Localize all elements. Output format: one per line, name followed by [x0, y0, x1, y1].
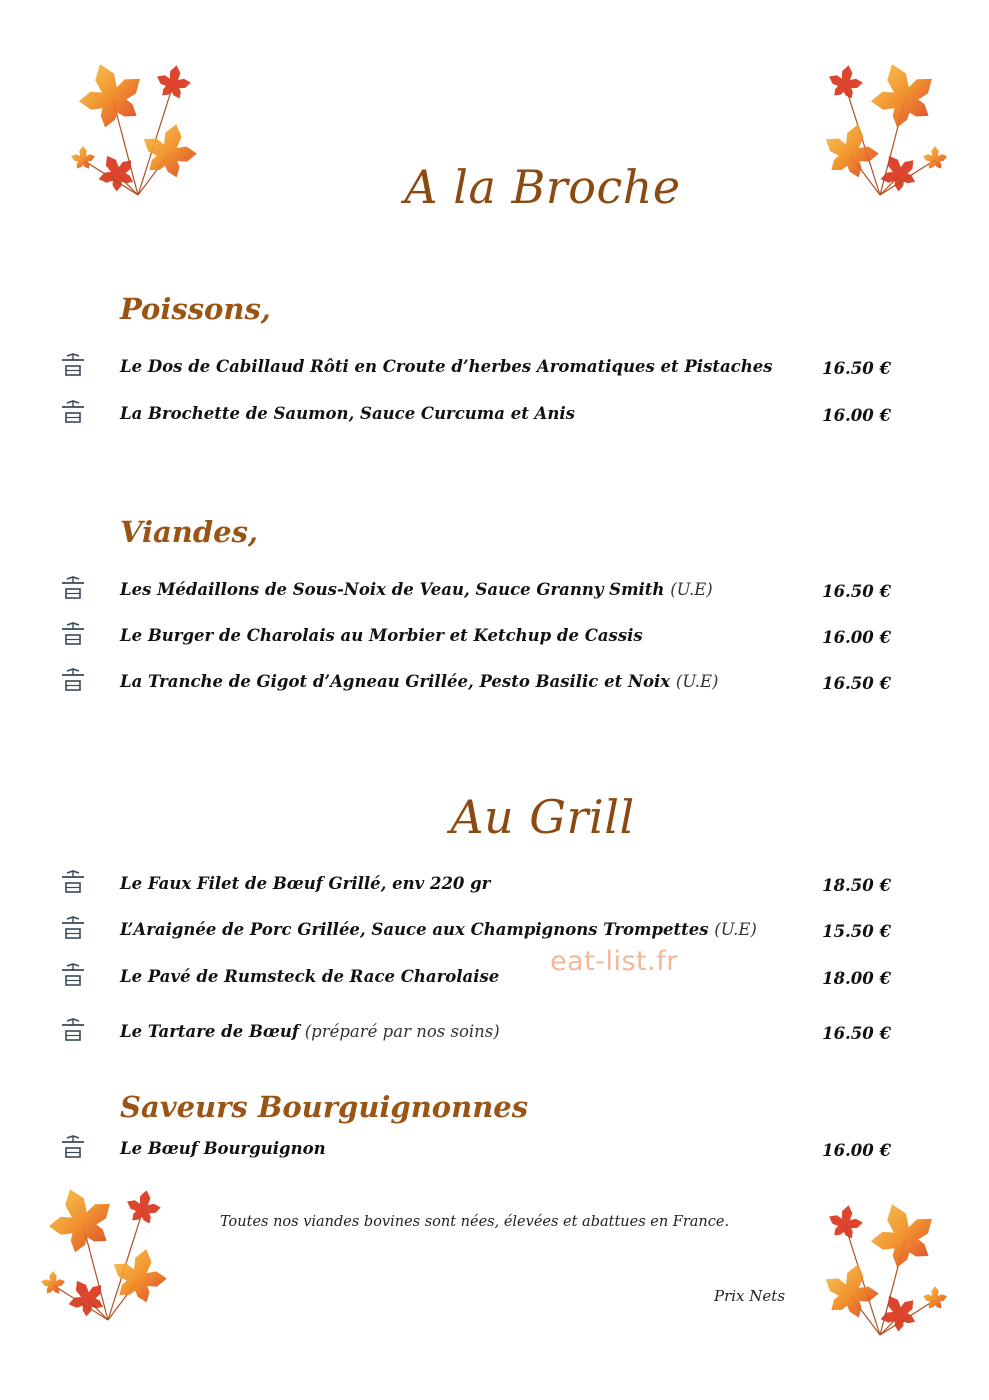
item-note: (U.E) [670, 580, 713, 599]
item-name [120, 626, 643, 645]
watermark: eat-list.fr [550, 946, 678, 977]
menu-item [0, 965, 989, 995]
menu-item [0, 402, 989, 432]
item-price: 16.50 € [822, 582, 891, 601]
menu-item [0, 1020, 989, 1050]
item-name-text: Le Faux Filet de Bœuf Grillé, env 220 gr [120, 874, 491, 893]
item-name-text: Les Médaillons de Sous-Noix de Veau, Sauce Granny Smith [120, 580, 665, 599]
item-price: 16.50 € [822, 1024, 891, 1043]
item-name [120, 874, 490, 893]
item-price: 18.00 € [822, 969, 891, 988]
item-name-text: La Brochette de Saumon, Sauce Curcuma et Anis [120, 404, 575, 423]
item-name [120, 404, 575, 423]
title-a-la-broche: A la Broche [404, 160, 681, 214]
dish-icon [58, 576, 88, 602]
item-price: 16.50 € [822, 674, 891, 693]
menu-item [0, 918, 989, 948]
autumn-leaves-icon [800, 1185, 960, 1350]
menu-item [0, 670, 989, 700]
dish-icon [58, 353, 88, 379]
dish-icon [58, 1018, 88, 1044]
dish-icon [58, 870, 88, 896]
menu-item [0, 624, 989, 654]
item-name [120, 967, 499, 986]
heading-viandes: Viandes, [120, 515, 259, 549]
dish-icon [58, 668, 88, 694]
menu-item [0, 872, 989, 902]
item-name [120, 672, 718, 691]
item-name [120, 580, 713, 599]
footnote: Toutes nos viandes bovines sont nées, élevées et abattues en France. [220, 1214, 730, 1230]
menu-item [0, 355, 989, 385]
item-name-text: L’Araignée de Porc Grillée, Sauce aux Champignons Trompettes [120, 920, 709, 939]
item-price: 16.00 € [822, 1141, 891, 1160]
heading-poissons: Poissons, [120, 292, 271, 326]
dish-icon [58, 916, 88, 942]
item-note: (préparé par nos soins) [304, 1022, 500, 1041]
item-price: 16.00 € [822, 628, 891, 647]
item-name-text: Le Tartare de Bœuf [120, 1022, 299, 1041]
item-note: (U.E) [675, 672, 719, 691]
heading-saveurs-bourguignonnes: Saveurs Bourguignonnes [120, 1090, 529, 1124]
item-price: 16.00 € [822, 406, 891, 425]
prix-nets: Prix Nets [714, 1287, 786, 1305]
menu-item [0, 578, 989, 608]
item-name-text: Le Bœuf Bourguignon [120, 1139, 326, 1158]
title-au-grill: Au Grill [450, 790, 635, 844]
item-name-text: La Tranche de Gigot d’Agneau Grillée, Pesto Basilic et Noix [120, 672, 671, 691]
item-name [120, 1022, 500, 1041]
item-price: 15.50 € [822, 922, 891, 941]
item-name [120, 920, 757, 939]
dish-icon [58, 622, 88, 648]
item-note: (U.E) [714, 920, 757, 939]
menu-item [0, 1137, 989, 1167]
autumn-leaves-icon [28, 1170, 188, 1335]
item-name [120, 357, 773, 376]
item-name-text: Le Dos de Cabillaud Rôti en Croute d’herbes Aromatiques et Pistaches [120, 357, 773, 376]
item-price: 18.50 € [822, 876, 891, 895]
dish-icon [58, 963, 88, 989]
dish-icon [58, 1135, 88, 1161]
item-name-text: Le Burger de Charolais au Morbier et Ketchup de Cassis [120, 626, 643, 645]
item-name-text: Le Pavé de Rumsteck de Race Charolaise [120, 967, 500, 986]
dish-icon [58, 400, 88, 426]
item-price: 16.50 € [822, 359, 891, 378]
item-name [120, 1139, 326, 1158]
